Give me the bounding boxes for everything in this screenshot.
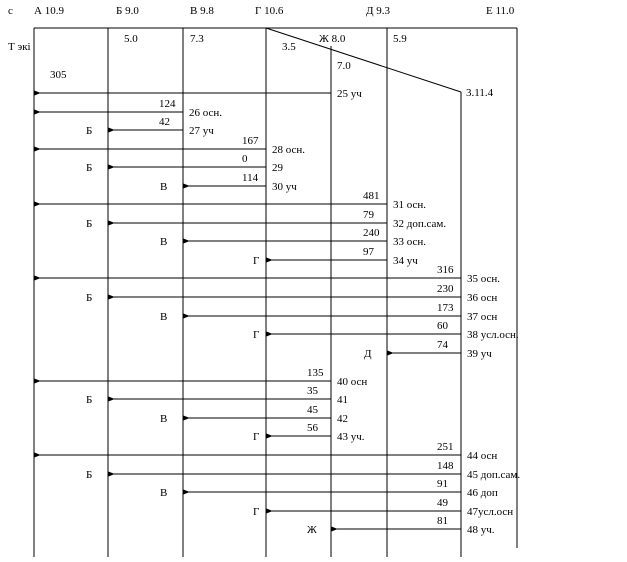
flow-value: 148 <box>437 460 454 472</box>
flow-label: 25 уч <box>337 88 362 100</box>
flow-target-letter: Б <box>86 292 93 304</box>
flow-label: 30 уч <box>272 181 297 193</box>
flow-label: 46 доп <box>467 487 498 499</box>
flow-value: 35 <box>307 385 318 397</box>
flow-value: 45 <box>307 404 318 416</box>
flow-target-letter: В <box>160 181 168 193</box>
column-top-value-g: 3.5 <box>282 41 296 53</box>
flow-row <box>364 339 492 360</box>
flow-row <box>253 422 365 443</box>
flow-row <box>40 190 426 211</box>
flow-target-letter: Г <box>253 329 260 341</box>
column-top-value-b: 5.0 <box>124 33 138 45</box>
flow-row <box>160 172 297 193</box>
flow-value: 42 <box>159 116 170 128</box>
flow-target-letter: В <box>160 236 168 248</box>
flow-label: 31 осн. <box>393 199 427 211</box>
flow-row <box>160 478 498 499</box>
column-header-e: Е 11.0 <box>486 5 515 17</box>
flow-target-letter: Г <box>253 431 260 443</box>
flow-target-letter: В <box>160 311 168 323</box>
flow-label: 40 осн <box>337 376 368 388</box>
flow-label: 32 доп.сам. <box>393 218 447 230</box>
flow-value: 79 <box>363 209 374 221</box>
flow-value: 316 <box>437 264 454 276</box>
column-header-g: Г 10.6 <box>255 5 284 17</box>
flow-value: 173 <box>437 302 454 314</box>
flow-row <box>40 367 367 388</box>
flow-row <box>160 404 348 425</box>
flow-target-letter: Б <box>86 125 93 137</box>
flow-row <box>40 264 500 285</box>
flow-target-letter: Д <box>364 348 372 360</box>
flow-target-letter: Б <box>86 162 93 174</box>
flow-label: 42 <box>337 413 348 425</box>
flow-target-letter: Б <box>86 469 93 481</box>
corner-label: с <box>8 5 13 17</box>
column-top-value-zh: 7.0 <box>337 60 351 72</box>
flow-row <box>40 98 222 119</box>
flow-label: 39 уч <box>467 348 492 360</box>
column-top-value-d: 5.9 <box>393 33 407 45</box>
flow-value: 56 <box>307 422 318 434</box>
flow-value: 60 <box>437 320 448 332</box>
flow-value: 230 <box>437 283 454 295</box>
flow-label: 36 осн <box>467 292 498 304</box>
flow-value: 49 <box>437 497 448 509</box>
flow-label: 47усл.осн <box>467 506 514 518</box>
flow-value: 481 <box>363 190 380 202</box>
flow-label: 44 осн <box>467 450 498 462</box>
flow-row <box>253 246 418 267</box>
flow-row <box>253 320 519 341</box>
axis-label: Т экі <box>8 41 31 53</box>
column-header-a: А 10.9 <box>34 5 64 17</box>
flow-value: 74 <box>437 339 448 351</box>
flow-row <box>86 116 214 137</box>
flow-target-letter: В <box>160 413 168 425</box>
slope-line <box>266 28 461 92</box>
flow-target-letter: Ж <box>307 524 317 536</box>
flow-label: 27 уч <box>189 125 214 137</box>
flow-value: 0 <box>242 153 248 165</box>
flow-row <box>253 497 513 518</box>
flow-row <box>40 88 362 100</box>
extra-label: 305 <box>50 69 67 81</box>
flow-row <box>86 460 520 481</box>
flow-label: 35 осн. <box>467 273 501 285</box>
flow-value: 114 <box>242 172 259 184</box>
column-header-zh: Ж 8.0 <box>319 33 346 45</box>
column-header-b: Б 9.0 <box>116 5 139 17</box>
flow-row <box>86 153 284 174</box>
flow-target-letter: В <box>160 487 168 499</box>
flow-label: 43 уч. <box>337 431 365 443</box>
flow-row <box>160 227 426 248</box>
flow-value: 167 <box>242 135 259 147</box>
flow-target-letter: Б <box>86 218 93 230</box>
flow-label: 41 <box>337 394 348 406</box>
flow-label: 26 осн. <box>189 107 223 119</box>
flow-row <box>86 283 497 304</box>
flow-target-letter: Г <box>253 255 260 267</box>
flow-label: 34 уч <box>393 255 418 267</box>
column-header-d: Д 9.3 <box>366 5 391 17</box>
flow-label: 28 осн. <box>272 144 306 156</box>
flow-value: 135 <box>307 367 324 379</box>
flow-value: 240 <box>363 227 380 239</box>
flow-target-letter: Г <box>253 506 260 518</box>
flow-label: 38 усл.осн. <box>467 329 519 341</box>
flow-row <box>40 135 305 156</box>
flow-value: 91 <box>437 478 448 490</box>
flow-row <box>307 515 495 536</box>
flow-value: 81 <box>437 515 448 527</box>
slope-label: 3.11.4 <box>466 87 494 99</box>
flow-label: 33 осн. <box>393 236 427 248</box>
flow-label: 29 <box>272 162 283 174</box>
flow-row <box>40 441 497 462</box>
flow-value: 251 <box>437 441 454 453</box>
column-header-v: В 9.8 <box>190 5 214 17</box>
flow-label: 45 доп.сам. <box>467 469 521 481</box>
flow-target-letter: Б <box>86 394 93 406</box>
flow-label: 37 осн <box>467 311 498 323</box>
column-top-value-v: 7.3 <box>190 33 204 45</box>
flow-value: 124 <box>159 98 176 110</box>
flow-value: 97 <box>363 246 374 258</box>
flow-row <box>86 385 348 406</box>
flow-label: 48 уч. <box>467 524 495 536</box>
